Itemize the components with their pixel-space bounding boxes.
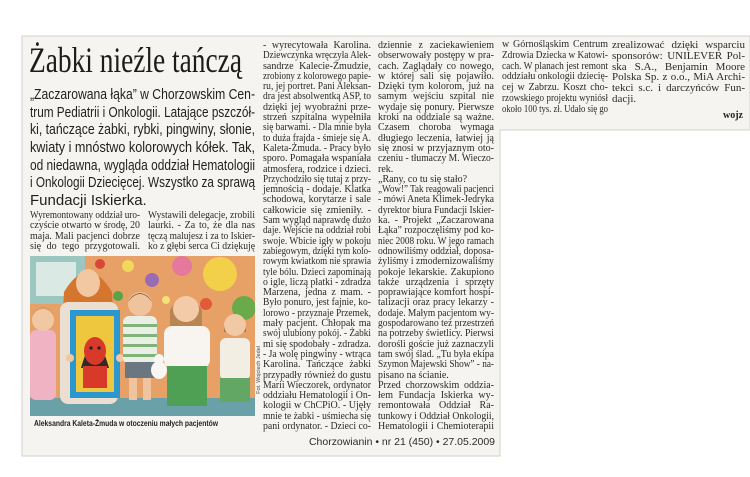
body-line-row	[378, 422, 494, 432]
body-line: Zdrowia Dziecka w Katowi-	[502, 49, 608, 61]
intro-column-right	[148, 211, 255, 252]
body-line: swój ulubiony pokój. - Żabki	[263, 328, 371, 340]
child-figure-left	[30, 307, 56, 400]
body-line: to duża frajda - śmieje się A.	[263, 132, 371, 144]
body-line: Łąka” rozpoczęliśmy pod ko-	[378, 225, 494, 237]
body-line: sandrze Kalecie-Żmudzie,	[263, 60, 371, 72]
body-column-4	[612, 40, 745, 105]
body-line-row	[378, 360, 494, 370]
article-lead	[30, 86, 255, 210]
body-column-1	[263, 41, 371, 432]
body-line: Dziewczynka wręczyła Alek-	[263, 50, 371, 62]
body-line: przypadły również do gustu	[263, 369, 371, 381]
lead-line: kwiaty i mnóstwo kolorowych kółek. Tak,	[30, 139, 255, 157]
body-line: poprawiające komfort hospi-	[378, 287, 494, 299]
body-line: cach. W planach jest remont	[502, 60, 608, 72]
lead-line: i Onkologii Dziecięcej. Wszystko za sprawą	[30, 174, 255, 192]
intro-line-row	[148, 242, 255, 252]
body-column-3	[502, 40, 608, 116]
body-line: zrobiony z kolorowego papie-	[263, 70, 371, 82]
body-line: kroki na oddziale są ważne.	[378, 112, 494, 124]
body-line: pani ordynator. - Dzieci co-	[263, 420, 371, 432]
lead-line-row	[30, 104, 255, 122]
body-line: cach. Zaglądały co nowego,	[378, 60, 494, 72]
body-line: Sam wygląd naprawdę dużo	[263, 215, 371, 227]
body-line: dzięki jej wyobraźni prze-	[263, 101, 371, 113]
body-line: odnowiliśmy oddział, doposa-	[378, 245, 494, 257]
body-line: w Górnośląskim Centrum	[502, 39, 608, 50]
body-line: pokoje lekarskie. Zakupiono	[378, 266, 494, 278]
intro-line: laurki. - Za to, że dla nas	[148, 220, 255, 232]
body-line: Marii Wieczorek, ordynator	[263, 379, 371, 391]
body-line: Było ponuro, jest fajnie, ko-	[263, 297, 371, 309]
body-line: w której sali się pojawiło.	[378, 70, 494, 82]
body-line: mnie te żabki - uśmiecha się	[263, 410, 371, 422]
body-line: - Ja wolę pingwiny - wtrąca	[263, 348, 371, 360]
body-line-row	[263, 154, 371, 164]
body-line: sporo. Pomagała wspaniała	[263, 153, 371, 165]
body-line-row	[378, 154, 494, 164]
body-line-row	[612, 94, 745, 105]
article-photo	[30, 256, 255, 416]
body-line: dorośli goście już zaznaczyli	[378, 338, 494, 350]
body-line: Marzena, jedna z mam. -	[263, 287, 371, 299]
body-line: oddziału onkologii dziecię-	[502, 71, 608, 83]
body-line: mały pacjent. Chłopak ma	[263, 318, 371, 330]
body-column-2	[378, 41, 494, 432]
body-line: „Rany, co tu się stało?	[378, 173, 468, 185]
child-figure-small	[220, 314, 250, 402]
body-line: na potrzeby świetlicy. Pierwsi	[378, 328, 494, 340]
lead-line-row	[30, 121, 255, 139]
lead-line-row	[30, 174, 255, 192]
intro-line: Wyremontowany oddział uro-	[30, 210, 140, 221]
body-line: sponsorów: UNILEVER Pol-	[612, 49, 745, 62]
body-line-row	[378, 206, 494, 216]
body-line: Polska Sp. z o.o., MiA Archi-	[612, 71, 745, 84]
body-line: Czasem choroba wymaga	[378, 122, 494, 134]
body-line: ka. - Projekt „Zaczarowana	[378, 215, 494, 227]
body-line: tunkowy i Oddział Onkologii,	[378, 410, 494, 422]
body-line: całkowicie się zmieniły. -	[263, 204, 371, 216]
intro-line: ko z głębi serca Ci dziękuję	[148, 240, 255, 252]
body-line: mi się spodobały - zdradza.	[263, 338, 371, 350]
body-line: około 100 tys. zł. Udało się go	[502, 103, 608, 115]
body-line: rowym kwiatkom nie sprawia	[263, 256, 371, 268]
body-line-row	[263, 391, 371, 401]
body-line: dra jest absolwentką ASP, to	[263, 91, 371, 103]
body-line: Hematologii i Chemioterapii	[378, 420, 494, 432]
body-line: także urządzenia i sprzęty	[378, 276, 494, 288]
lead-line-row	[30, 139, 255, 157]
body-line: się barwami. - Dla mnie była	[263, 122, 371, 134]
body-line: o igle, liczą płatki - zdradza	[263, 276, 371, 288]
lead-line: od niedawna, wygląda oddział Hematologii	[30, 156, 255, 174]
body-line: remontowała Oddział Ra-	[378, 400, 494, 412]
body-line: oddziału Hematologii i On-	[263, 390, 371, 402]
intro-line: maja. Mali pacjenci dobrze	[30, 230, 140, 242]
body-line: długiego leczenia, łatwiej ją	[378, 132, 494, 144]
body-line: tyle bólu. Dzieci zapominają	[263, 266, 371, 278]
body-line-row	[502, 105, 608, 116]
intro-line-row	[30, 221, 140, 231]
body-line: schodowa, korytarze i sale	[263, 194, 371, 206]
body-line: strzeń szpitalna wypełniła	[263, 112, 371, 124]
body-line-row	[378, 257, 494, 267]
body-line-row	[378, 412, 494, 422]
body-line: talizacji oraz pracy lekarzy -	[378, 297, 494, 309]
body-line: dziennie z zaciekawieniem	[378, 40, 494, 51]
body-line-row	[378, 329, 494, 339]
intro-line: tęczą malujesz i za to Iskier-	[148, 230, 255, 242]
photo-caption-box	[34, 418, 218, 428]
photo-caption: Aleksandra Kaleta-Żmuda w otoczeniu małych pacjentów	[34, 418, 218, 428]
issue-footer: Chorzowianin • nr 21 (450) • 27.05.2009	[309, 436, 495, 448]
body-line: Kaleta-Żmuda. - Pracy było	[263, 142, 371, 154]
portrait-drawing	[66, 310, 124, 398]
body-line-row	[263, 309, 371, 319]
intro-line-row	[148, 211, 255, 221]
body-line: tam swój ślad. „Tu była ekipa	[378, 348, 494, 360]
article-title: Żabki nieźle tańczą	[29, 40, 242, 80]
body-line-row	[263, 51, 371, 61]
body-line: - wyrecytowała Karolina.	[263, 40, 371, 51]
intro-column-left	[30, 211, 140, 252]
lead-line: „Zaczarowana łąka” w Chorzowskim Cen-	[30, 86, 255, 103]
body-line: cej w Zabrzu. Koszt cho-	[502, 82, 608, 94]
body-line: czeniu - tłumaczy M. Wieczo-	[378, 153, 494, 165]
body-line: dacji.	[612, 92, 637, 105]
body-line: Przed chorzowskim oddzia-	[378, 379, 494, 391]
body-line: dodaje. Małym pacjentom wy-	[378, 307, 494, 319]
body-line-row	[263, 175, 371, 185]
body-line-row	[263, 92, 371, 102]
body-line: dyrektor biura Fundacji Iskier-	[378, 204, 494, 216]
body-line: „Wow!” Tak reagowali pacjenci	[378, 184, 494, 196]
body-line: - mówi Aneta Klimek-Jedryka	[378, 194, 494, 206]
body-line: się znosi w przyjaznym oto-	[378, 142, 494, 154]
issue-footer-box	[309, 436, 495, 448]
author-signature: wojz	[723, 110, 743, 121]
body-line: gospodarowano też przestrzeń	[378, 318, 494, 330]
article-title-box	[29, 40, 242, 80]
body-line: tekci s.c. i darczyńców Fun-	[612, 82, 745, 95]
body-line-row	[502, 72, 608, 83]
intro-line-row	[30, 242, 140, 252]
body-line: lorowo - przyznaje Przemek,	[263, 307, 371, 319]
body-line: zrealizować dzięki wsparciu	[612, 39, 745, 51]
body-line-row	[263, 422, 371, 432]
intro-line: czyście otwarto w środę, 20	[30, 220, 140, 232]
body-line: samym wejściu szpital nie	[378, 91, 494, 103]
intro-line: się do tego przygotowali.	[30, 240, 140, 252]
body-line: kologii w ChCPiO. - Ujęły	[263, 400, 371, 412]
photo-credit: Fot. Wojciech Jedel	[256, 346, 262, 394]
body-line: ru, jej portret. Pani Aleksan-	[263, 81, 371, 93]
lead-line-row	[30, 86, 255, 104]
body-line: zabiegowym, dzięki tym kolo-	[263, 245, 371, 257]
body-line: Karolina. Tańczące żabki	[263, 359, 371, 371]
body-line: atmosfera, rodzice i dzieci.	[263, 163, 371, 175]
lead-line: Fundacji Iskierka.	[30, 192, 147, 210]
body-line-row	[263, 350, 371, 360]
lead-line-row	[30, 192, 255, 210]
body-line: ska S.A., Benjamin Moore	[612, 60, 745, 73]
body-line-row	[263, 278, 371, 288]
body-line: łem Fundacja Iskierka wy-	[378, 390, 494, 402]
body-line: Przychodziło się tutaj z przy-	[263, 173, 371, 185]
body-line: Szymon Majewski Show” - na-	[378, 359, 494, 371]
body-line: niec 2008 roku. W jego ramach	[378, 235, 494, 247]
body-line: żyliśmy i zmodernizowaliśmy	[378, 256, 494, 268]
body-line: daje. Wejście na oddział robi	[263, 225, 371, 237]
lead-line-row	[30, 157, 255, 175]
body-line: obserwowały postępy w pra-	[378, 50, 494, 62]
intro-line: Wystawili delegacje, zrobili	[148, 210, 255, 221]
body-line: rek.	[378, 163, 394, 175]
body-line: Dzięki tym kolorom, już na	[378, 81, 494, 93]
body-line: jemnością - dodaje. Klatka	[263, 184, 371, 196]
body-line: swoje. Wbicie igły w pokoju	[263, 235, 371, 247]
lead-line: trum Pediatrii i Onkologii. Latające pszczół-	[30, 103, 255, 121]
body-line: wydaje się ponury. Pierwsze	[378, 101, 494, 113]
body-line: rzowskiego projektu wyniósł	[502, 92, 608, 104]
lead-line: ki, tańczące żabki, rybki, pingwiny, słonie,	[30, 121, 255, 139]
body-line-row	[612, 51, 745, 62]
body-line: pisano na ścianie.	[378, 369, 449, 381]
